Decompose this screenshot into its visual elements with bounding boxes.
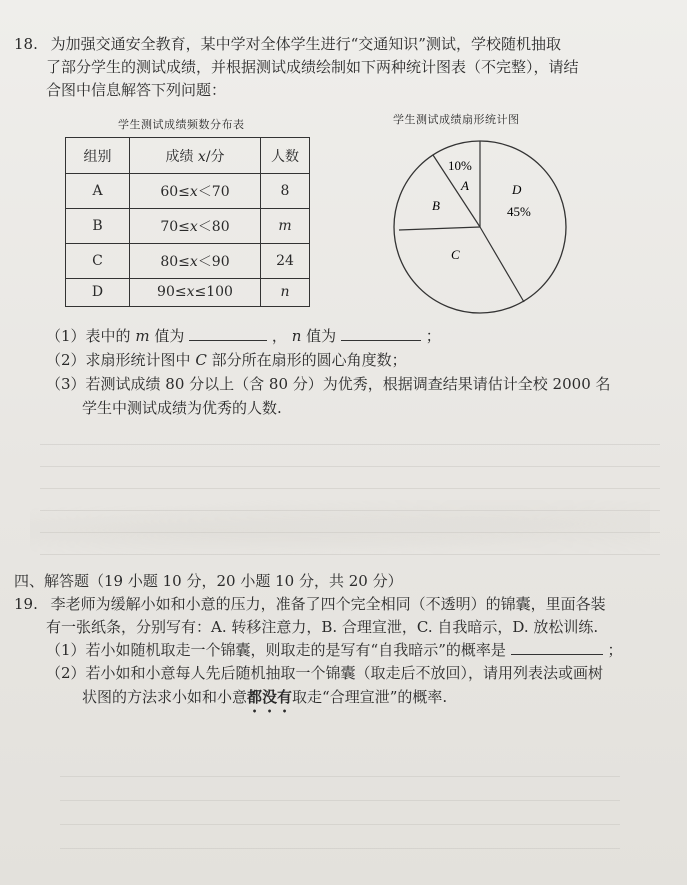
q18-number: 18.: [14, 35, 38, 53]
row-d-range: 90≤x≤100: [130, 278, 261, 306]
row-c-group: C: [66, 243, 130, 278]
pie-divider-b-c: [399, 227, 480, 230]
row-a-group: A: [66, 174, 130, 209]
q19-sub1: [46, 640, 622, 660]
q18-sub1-n: n: [291, 327, 302, 345]
table-row: [66, 174, 310, 209]
answer-blank-m[interactable]: [189, 326, 267, 341]
q18-line1: [14, 34, 561, 54]
answer-blank-probability[interactable]: [511, 640, 603, 655]
q18-sub3-line1: （3）若测试成绩 80 分以上（含 80 分）为优秀，根据调查结果请估计全校 2000 名: [46, 375, 611, 393]
freq-table-title: 学生测试成绩频数分布表: [118, 118, 245, 131]
pie-label-d: D: [512, 182, 522, 197]
table-header-row: [66, 138, 310, 174]
q19-text-line1: 李老师为缓解小如和小意的压力，准备了四个完全相同（不透明）的锦囊，里面各装: [50, 595, 606, 613]
row-b-count: m: [261, 208, 310, 243]
pie-label-d-percent: 45%: [507, 204, 531, 219]
pie-label-b: B: [432, 198, 440, 213]
q18-sub2-c: C: [195, 351, 207, 369]
pie-label-c: C: [451, 247, 460, 262]
bleed-through-blot: [30, 500, 650, 560]
row-a-range: 60≤x＜70: [130, 174, 261, 209]
q18-sub1-mid2: 值为: [306, 327, 337, 345]
q19-sub2-line1: （2）若小如和小意每人先后随机抽取一个锦囊（取走后不放回），请用列表法或画树: [46, 664, 604, 682]
table-row: [66, 243, 310, 278]
row-b-range: 70≤x＜80: [130, 208, 261, 243]
q18-sub1-comma: ，: [271, 327, 287, 345]
q19-sub2-line2: [82, 687, 447, 716]
table-row: [66, 208, 310, 243]
q18-sub1: [46, 326, 441, 346]
q18-sub3-line2: 学生中测试成绩为优秀的人数.: [82, 399, 282, 417]
section4-heading: 四、解答题（19 小题 10 分，20 小题 10 分，共 20 分）: [14, 572, 403, 590]
answer-blank-n[interactable]: [341, 326, 421, 341]
q18-text-line3: 合图中信息解答下列问题：: [46, 81, 227, 99]
q19-sub2-post: 取走“合理宣泄”的概率.: [292, 688, 448, 706]
q19-text-line2: 有一张纸条，分别写有：A. 转移注意力，B. 合理宣泄，C. 自我暗示，D. 放松训练.: [46, 618, 599, 636]
q18-sub1-m: m: [135, 327, 150, 345]
row-c-count: 24: [261, 243, 310, 278]
q18-sub2: [46, 350, 407, 370]
table-row: [66, 278, 310, 306]
pie-label-a-percent: 10%: [448, 158, 472, 173]
row-b-group: B: [66, 208, 130, 243]
q19-sub1-text: （1）若小如随机取走一个锦囊，则取走的是写有“自我暗示”的概率是: [46, 641, 506, 659]
q18-text-line2: 了部分学生的测试成绩，并根据测试成绩绘制如下两种统计图表（不完整），请结: [46, 58, 579, 76]
row-a-count: 8: [261, 174, 310, 209]
header-count: 人数: [261, 138, 310, 174]
header-score: 成绩 x/分: [130, 138, 261, 174]
pie-title: 学生测试成绩扇形统计图: [393, 113, 520, 126]
q19-sub2-emphasis: 都没有: [247, 688, 293, 706]
q18-sub1-prefix: （1）表中的: [46, 327, 131, 345]
row-d-count: n: [261, 278, 310, 306]
q18-sub1-mid: 值为: [154, 327, 185, 345]
row-c-range: 80≤x＜90: [130, 243, 261, 278]
pie-chart: [385, 134, 575, 319]
q18-sub2-prefix: （2）求扇形统计图中: [46, 351, 191, 369]
row-d-group: D: [66, 278, 130, 306]
frequency-table: [65, 137, 310, 307]
bleed-through-texture-lower: [60, 760, 620, 870]
q18-sub1-end: ；: [425, 327, 441, 345]
q19-sub1-end: ；: [607, 641, 623, 659]
q18-sub2-rest: 部分所在扇形的圆心角度数；: [211, 351, 407, 369]
q18-text-line1: 为加强交通安全教育，某中学对全体学生进行“交通知识”测试，学校随机抽取: [50, 35, 561, 53]
q19-number: 19.: [14, 595, 38, 613]
q19-line1: [14, 594, 606, 614]
q19-sub2-pre: 状图的方法求小如和小意: [82, 688, 248, 706]
pie-label-a: A: [461, 178, 469, 193]
pie-divider-c-d: [480, 227, 524, 302]
header-group: 组别: [66, 138, 130, 174]
